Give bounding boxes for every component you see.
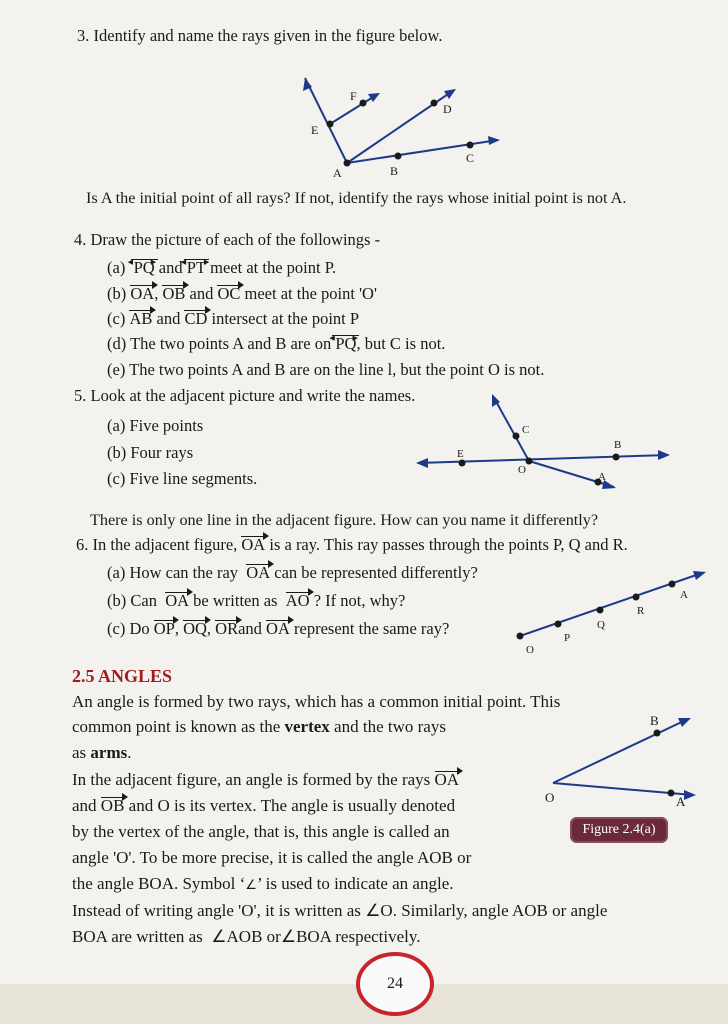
label-D: D [443, 102, 452, 116]
angles-para2-line3: by the vertex of the angle, that is, this angle is called an [72, 822, 450, 841]
label-A: A [333, 166, 342, 180]
label-C: C [466, 151, 475, 165]
point-B [654, 730, 661, 737]
angles-para2-line5: the angle BOA. Symbol ‘∠’ is used to indicate an angle. [72, 874, 454, 893]
label-O: O [518, 464, 526, 476]
angles-para2-line2: and OB and O is its vertex. The angle is usually denoted [72, 796, 456, 815]
q5-item-c: (c) Five line segments. [107, 469, 258, 488]
question-5-title: 5. Look at the adjacent picture and write the names. [74, 386, 416, 405]
label-E: E [457, 448, 464, 460]
label-A: A [680, 589, 688, 601]
question-3-followup: Is A the initial point of all rays? If not, identify the rays whose initial point is not A. [86, 189, 627, 207]
q6-item-a: (a) How can the ray OA can be represented differently? [107, 563, 478, 582]
point-A [668, 790, 675, 797]
section-title: 2.5 ANGLES [72, 666, 173, 686]
q5-item-b: (b) Four rays [107, 443, 194, 462]
ray-OB [553, 719, 688, 783]
angles-para2-line6: Instead of writing angle 'O', it is written as ∠O. Similarly, angle AOB or angle [72, 901, 608, 920]
angles-para2-line1: In the adjacent figure, an angle is formed by the rays OA [72, 770, 460, 789]
label-Q: Q [597, 619, 605, 631]
label-P: P [564, 632, 571, 644]
q4-item-d: (d) The two points A and B are on PQ ◀ ▶, but C is not. [107, 334, 445, 354]
question-6-title: 6. In the adjacent figure, OA is a ray. This ray passes through the points P, Q and R. [76, 535, 628, 554]
label-O: O [526, 644, 534, 656]
arrowhead-A [684, 790, 696, 800]
q4-item-a: (a) PQ ◀ ▶ and PT ◀ ▶ meet at the point P. [107, 258, 336, 278]
label-B: B [614, 439, 622, 451]
label-E: E [311, 123, 319, 137]
label-A: A [598, 471, 606, 483]
label-C: C [522, 424, 530, 436]
label-A: A [676, 794, 686, 809]
q6-item-b: (b) Can OA be written as AO ? If not, why? [107, 591, 406, 610]
angles-para2-line7: BOA are written as ∠AOB or∠BOA respectively. [72, 927, 421, 946]
question-3-text: 3. Identify and name the rays given in the figure below. [77, 26, 443, 45]
q4-item-b: (b) OA, OB and OC meet at the point 'O' [107, 284, 377, 303]
label-O: O [545, 790, 555, 805]
figure-caption-badge: Figure 2.4(a) [570, 817, 668, 843]
angles-para1-line3: as arms. [72, 743, 132, 762]
question-4-title: 4. Draw the picture of each of the followings - [74, 230, 381, 249]
label-F: F [350, 89, 357, 103]
angles-para2-line4: angle 'O'. To be more precise, it is called the angle AOB or [72, 848, 472, 867]
angles-para1-line1: An angle is formed by two rays, which has a common initial point. This [72, 692, 561, 711]
q6-item-c: (c) Do OP, OQ, ORand OA represent the same ray? [107, 619, 450, 638]
q5-item-a: (a) Five points [107, 416, 204, 435]
q4-item-e: (e) The two points A and B are on the line l, but the point O is not. [107, 360, 545, 379]
label-B: B [390, 164, 399, 178]
angles-para1-line2: common point is known as the vertex and the two rays [72, 717, 446, 736]
question-5-followup: There is only one line in the adjacent figure. How can you name it differently? [90, 511, 599, 529]
label-R: R [637, 605, 645, 617]
q4-item-c: (c) AB and CD intersect at the point P [107, 309, 360, 328]
label-B: B [650, 713, 659, 728]
page-number: 24 [356, 952, 434, 1016]
